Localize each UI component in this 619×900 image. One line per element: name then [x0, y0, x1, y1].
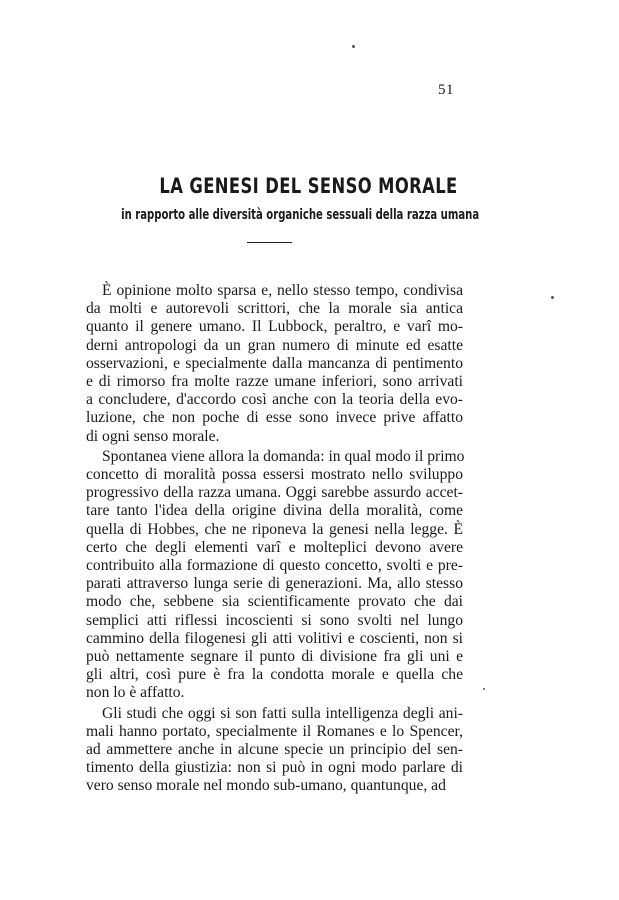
text-line: mali hanno portato, specialmente il Romanes e lo Spencer, [86, 722, 463, 740]
text-line: quanto il genere umano. Il Lubbock, peraltro, e varî mo- [86, 318, 463, 336]
text-line: gli altri, così pure è fra la condotta morale e quella che [86, 666, 463, 684]
text-line: e di rimorso fra molte razze umane inferiori, sono arrivati [86, 373, 463, 391]
paragraph [86, 705, 463, 796]
text-line: osservazioni, e specialmente dalla mancanza di pentimento [86, 354, 463, 372]
page-number: 51 [438, 82, 454, 98]
chapter-title: LA GENESI DEL SENSO MORALE [159, 174, 458, 198]
text-line: progressivo della razza umana. Oggi sarebbe assurdo accet- [86, 484, 463, 502]
text-line: Spontanea viene allora la domanda: in qual modo il primo [102, 447, 465, 465]
text-line: tare tanto l'idea della origine divina della moralità, come [86, 502, 463, 520]
text-line: a concludere, d'accordo così anche con la teoria della evo- [86, 391, 463, 409]
text-line: da molti e autorevoli scrittori, che la morale sia antica [86, 300, 463, 318]
text-line: Gli studi che oggi si son fatti sulla intelligenza degli ani- [102, 704, 463, 722]
text-line: timento della giustizia: non si può in ogni modo parlare di [86, 759, 463, 777]
text-line: semplici atti riflessi incoscienti si sono svolti nel lungo [86, 611, 463, 629]
text-line: vero senso morale nel mondo sub-umano, quantunque, ad [86, 777, 446, 795]
text-line: concetto di moralità possa essersi mostrato nello sviluppo [86, 466, 463, 484]
paragraph [86, 282, 463, 446]
text-line: quella di Hobbes, che ne riponeva la genesi nella legge. È [86, 520, 463, 538]
text-line: luzione, che non poche di esse sono invece prive affatto [86, 409, 463, 427]
text-line: contribuito alla formazione di questo concetto, svolti e pre- [86, 557, 463, 575]
text-line: cammino della filogenesi gli atti volitivi e coscienti, non si [86, 629, 463, 647]
paragraph [86, 448, 463, 703]
print-speck [483, 688, 485, 690]
text-line: ad ammettere anche in alcune specie un principio del sen- [86, 741, 463, 759]
text-line: non lo è affatto. [86, 684, 185, 702]
chapter-subtitle: in rapporto alle diversità organiche sessuali della razza umana [121, 207, 480, 223]
title-rule [247, 242, 292, 243]
text-line: certo che degli elementi varî e molteplici devono avere [86, 538, 463, 556]
text-line: modo che, sebbene sia scientificamente provato che dai [86, 593, 463, 611]
body-text [86, 282, 463, 796]
text-line: parati attraverso lunga serie di generazioni. Ma, allo stesso [86, 575, 463, 593]
text-line: derni antropologi da un gran numero di minute ed esatte [86, 336, 463, 354]
text-line: È opinione molto sparsa e, nello stesso tempo, condivisa [102, 282, 463, 299]
print-speck [551, 296, 554, 299]
print-speck [352, 45, 355, 48]
text-line: può nettamente segnare il punto di divisione fra gli uni e [86, 648, 463, 666]
text-line: di ogni senso morale. [86, 427, 220, 445]
